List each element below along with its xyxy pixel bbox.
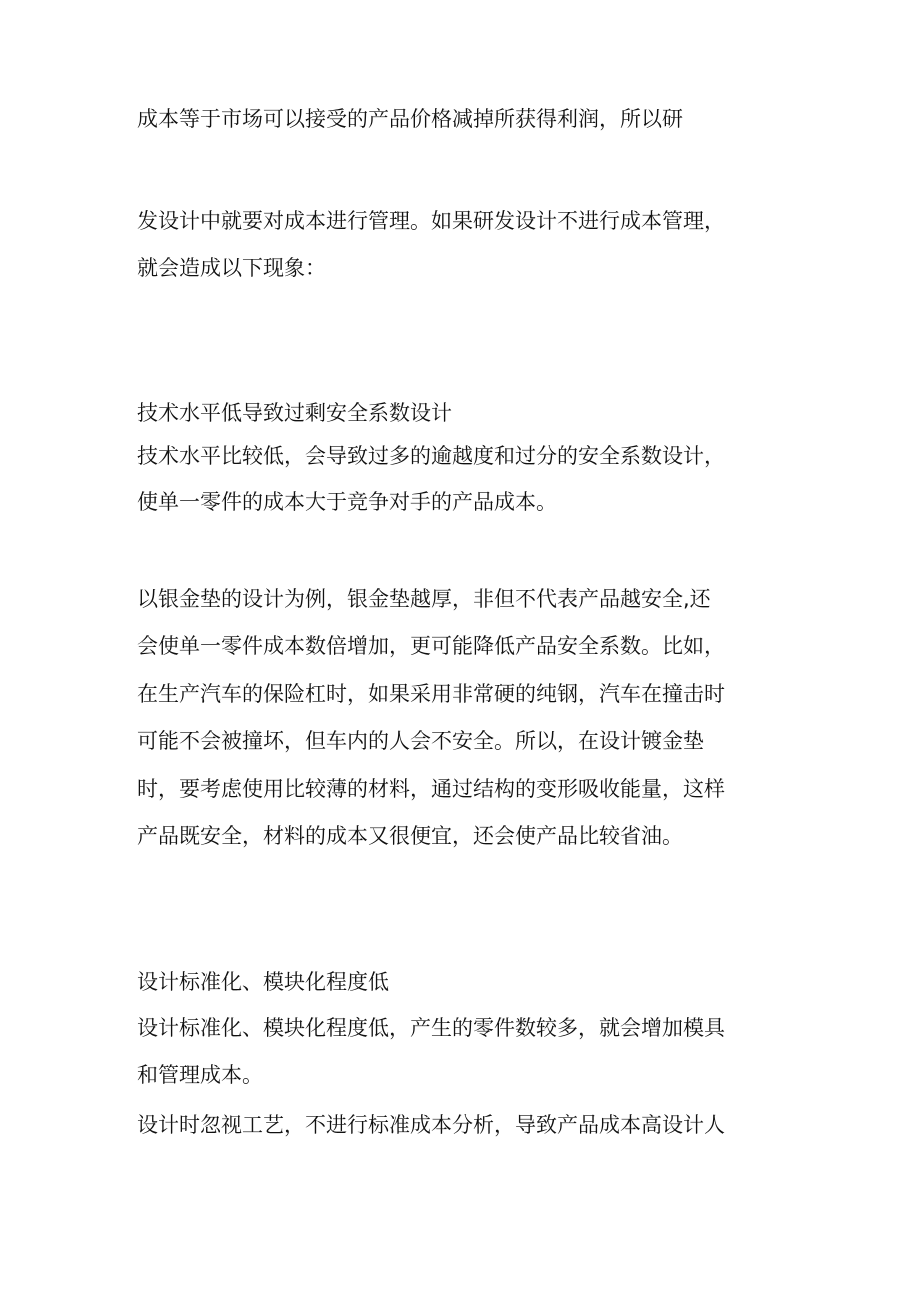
section-2-heading: 设计标准化、模块化程度低 (137, 970, 389, 994)
paragraph-1-line-1: 成本等于市场可以接受的产品价格减掉所获得利润，所以研 (137, 107, 683, 131)
section-2-body-line-3: 设计时忽视工艺，不进行标准成本分析，导致产品成本高设计人 (137, 1113, 725, 1137)
section-2-body-line-2: 和管理成本。 (137, 1063, 263, 1087)
section-1-example-line-4: 可能不会被撞坏，但车内的人会不安全。所以，在设计镀金垫 (137, 729, 704, 753)
section-1-example-line-5: 时，要考虑使用比较薄的材料，通过结构的变形吸收能量，这样 (137, 777, 725, 801)
section-1-example-line-1: 以银金垫的设计为例，银金垫越厚，非但不代表产品越安全,还 (137, 587, 711, 611)
paragraph-2-line-1: 发设计中就要对成本进行管理。如果研发设计不进行成本管理， (137, 209, 725, 233)
section-1-body-line-2: 使单一零件的成本大于竞争对手的产品成本。 (137, 490, 557, 514)
section-1-example-line-6: 产品既安全，材料的成本又很便宜，还会使产品比较省油。 (137, 824, 683, 848)
section-1-heading: 技术水平低导致过剩安全系数设计 (137, 401, 452, 425)
section-1-example-line-2: 会使单一零件成本数倍增加，更可能降低产品安全系数。比如， (137, 634, 725, 658)
section-1-body-line-1: 技术水平比较低，会导致过多的逾越度和过分的安全系数设计， (137, 444, 725, 468)
paragraph-2-line-2: 就会造成以下现象： (137, 256, 326, 280)
section-2-body-line-1: 设计标准化、模块化程度低，产生的零件数较多，就会增加模具 (137, 1016, 725, 1040)
section-1-example-line-3: 在生产汽车的保险杠时，如果采用非常硬的纯钢，汽车在撞击时 (137, 682, 725, 706)
